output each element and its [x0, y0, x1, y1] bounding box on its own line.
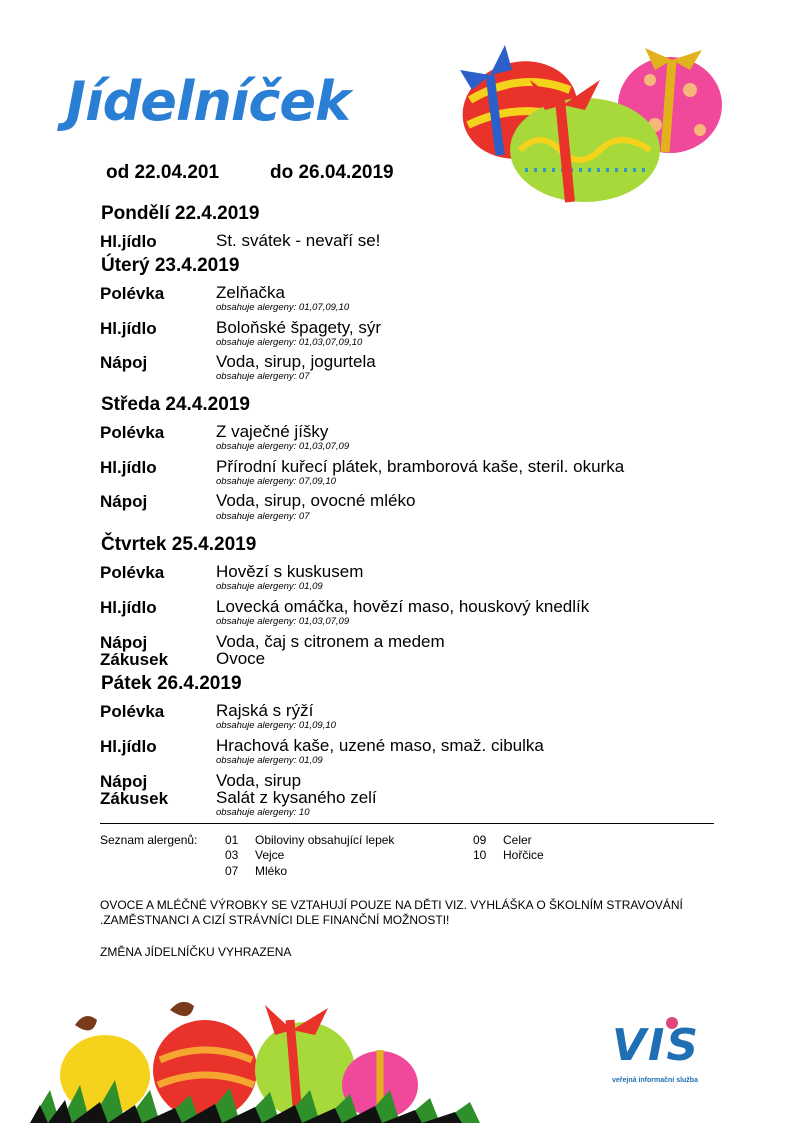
legend-name: Celer: [503, 833, 532, 847]
legend-name: Mléko: [255, 864, 288, 878]
row-label: Hl.jídlo: [100, 232, 157, 251]
legend-code: 09: [473, 833, 487, 847]
row-label: Hl.jídlo: [100, 458, 157, 477]
date-to: do 26.04.2019: [270, 162, 394, 183]
allergen-note: obsahuje alergeny: 01,03,07,09: [216, 616, 350, 627]
allergen-note: obsahuje alergeny: 10: [216, 807, 310, 818]
day-heading: Čtvrtek 25.4.2019: [101, 534, 257, 555]
page-title: Jídelníček: [66, 70, 350, 133]
row-label: Polévka: [100, 563, 165, 582]
dish-text: Ovoce: [216, 649, 266, 668]
allergen-note: obsahuje alergeny: 01,09: [216, 581, 323, 592]
row-label: Polévka: [100, 702, 165, 721]
legend-name: Obiloviny obsahující lepek: [255, 833, 395, 847]
allergen-note: obsahuje alergeny: 07: [216, 511, 310, 522]
allergen-note: obsahuje alergeny: 07: [216, 371, 310, 382]
day-heading: Středa 24.4.2019: [101, 394, 250, 415]
dish-text: Voda, sirup, jogurtela: [216, 352, 376, 371]
day-heading: Pátek 26.4.2019: [101, 673, 242, 694]
row-label: Zákusek: [100, 789, 169, 808]
dish-text: Hrachová kaše, uzené maso, smaž. cibulka: [216, 736, 544, 755]
allergen-note: obsahuje alergeny: 01,09,10: [216, 720, 336, 731]
row-label: Nápoj: [100, 353, 148, 372]
dish-text: Z vaječné jíšky: [216, 422, 329, 441]
date-from: od 22.04.201: [106, 162, 220, 183]
row-label: Polévka: [100, 423, 165, 442]
legend-title: Seznam alergenů:: [100, 833, 198, 847]
dish-text: Přírodní kuřecí plátek, bramborová kaše, steril. okurka: [216, 457, 625, 476]
dish-text: Zelňačka: [216, 283, 285, 302]
row-label: Hl.jídlo: [100, 319, 157, 338]
vis-logo: [612, 1015, 722, 1090]
legend-code: 01: [225, 833, 239, 847]
dish-text: Voda, sirup: [216, 771, 302, 790]
dish-text: Salát z kysaného zelí: [216, 788, 377, 807]
allergen-note: obsahuje alergeny: 07,09,10: [216, 476, 336, 487]
legend-name: Vejce: [255, 848, 285, 862]
allergen-note: obsahuje alergeny: 01,07,09,10: [216, 302, 350, 313]
day-heading: Pondělí 22.4.2019: [101, 203, 260, 224]
easter-grass-illustration: [30, 990, 480, 1123]
notice-text: OVOCE A MLÉČNÉ VÝROBKY SE VZTAHUJÍ POUZE NA DĚTI VIZ. VYHLÁŠKA O ŠKOLNÍM STRAVOVÁNÍ .ZAMĚSTNANCI A CIZÍ STRÁVNÍCI DLE FINANČNÍ MOŽNOSTI!: [100, 898, 683, 927]
logo-text: VIS: [612, 1020, 701, 1071]
row-label: Polévka: [100, 284, 165, 303]
dish-text: Rajská s rýží: [216, 701, 314, 720]
row-label: Zákusek: [100, 650, 169, 669]
row-label: Nápoj: [100, 492, 148, 511]
row-label: Nápoj: [100, 772, 148, 791]
dish-text: Voda, čaj s citronem a medem: [216, 632, 445, 651]
legend-code: 10: [473, 848, 487, 862]
legend-name: Hořčice: [503, 848, 544, 862]
dish-text: St. svátek - nevaří se!: [216, 231, 381, 250]
change-note: ZMĚNA JÍDELNÍČKU VYHRAZENA: [100, 945, 292, 959]
dish-text: Voda, sirup, ovocné mléko: [216, 491, 416, 510]
row-label: Hl.jídlo: [100, 737, 157, 756]
row-label: Nápoj: [100, 633, 148, 652]
dish-text: Hovězí s kuskusem: [216, 562, 364, 581]
dish-text: Boloňské špagety, sýr: [216, 318, 382, 337]
divider: [100, 823, 714, 824]
dish-text: Lovecká omáčka, hovězí maso, houskový knedlík: [216, 597, 590, 616]
allergen-note: obsahuje alergeny: 01,09: [216, 755, 323, 766]
day-heading: Úterý 23.4.2019: [101, 255, 240, 276]
easter-eggs-illustration: [450, 40, 730, 205]
allergen-note: obsahuje alergeny: 01,03,07,09,10: [216, 337, 363, 348]
row-label: Hl.jídlo: [100, 598, 157, 617]
legend-code: 07: [225, 864, 239, 878]
legend-code: 03: [225, 848, 239, 862]
allergen-note: obsahuje alergeny: 01,03,07,09: [216, 441, 350, 452]
logo-tagline: veřejná informační služba: [612, 1077, 698, 1084]
